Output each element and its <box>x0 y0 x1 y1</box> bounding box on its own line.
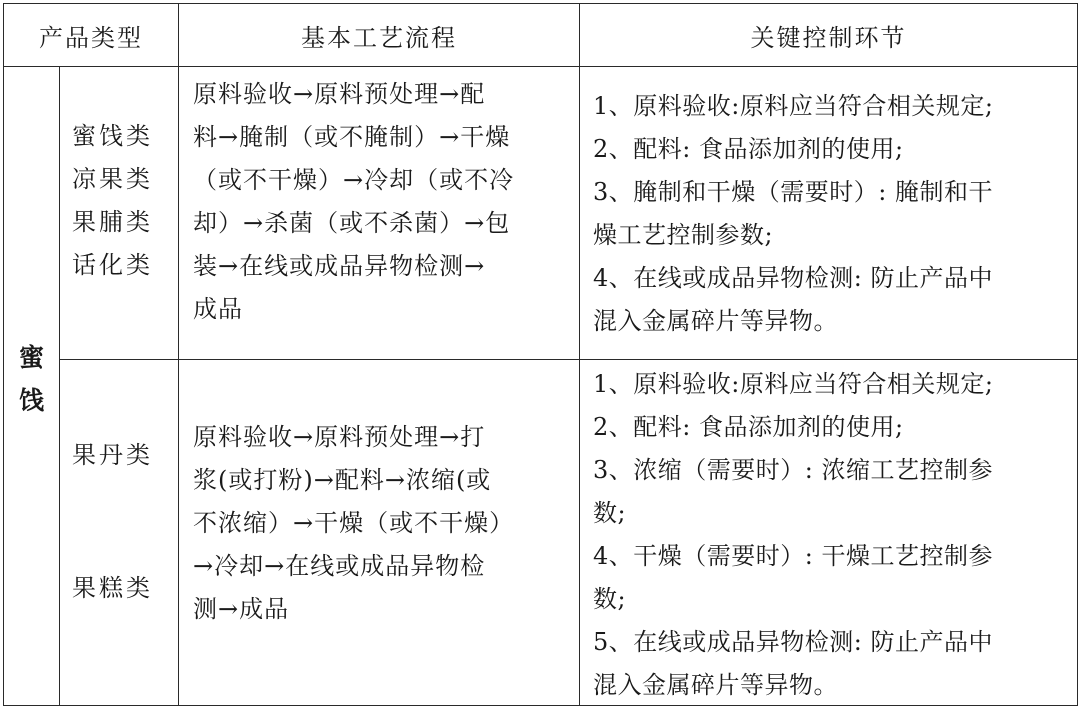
row2-type-2 <box>72 567 153 610</box>
process-line: 浆(或打粉)→配料→浓缩(或 <box>193 466 492 494</box>
control-line: 燥工艺控制参数; <box>593 221 774 249</box>
type-item: 蜜饯类 <box>72 122 153 150</box>
control-line: 3、腌制和干燥（需要时）: 腌制和干 <box>593 178 993 206</box>
process-column-divider <box>579 3 580 706</box>
row-divider <box>60 359 1077 360</box>
process-line: →冷却→在线或成品异物检 <box>193 552 486 580</box>
control-line: 混入金属碎片等异物。 <box>593 307 838 335</box>
control-line: 4、干燥（需要时）: 干燥工艺控制参 <box>593 542 993 570</box>
control-line: 1、原料验收:原料应当符合相关规定; <box>593 92 994 120</box>
table-right-border <box>1077 3 1078 706</box>
control-line: 数; <box>593 585 627 613</box>
row2-type-1 <box>72 434 153 477</box>
control-line: 2、配料: 食品添加剂的使用; <box>593 413 904 441</box>
process-line: 原料验收→原料预处理→配 <box>193 80 486 108</box>
type-item: 果丹类 <box>72 441 153 469</box>
row2-key-control <box>593 363 993 707</box>
type-item: 话化类 <box>72 251 153 279</box>
header-process-flow: 基本工艺流程 <box>301 23 457 52</box>
process-line: 却）→杀菌（或不杀菌）→包 <box>193 209 511 237</box>
process-line: 成品 <box>193 295 243 323</box>
row2-process-flow <box>193 416 514 631</box>
type-item: 果脯类 <box>72 208 153 236</box>
control-line: 4、在线或成品异物检测: 防止产品中 <box>593 264 993 292</box>
type-item: 果糕类 <box>72 574 153 602</box>
row1-key-control <box>593 85 993 343</box>
type-column-divider <box>178 3 179 706</box>
header-product-type: 产品类型 <box>39 23 143 52</box>
row1-types <box>72 115 153 287</box>
control-line: 3、浓缩（需要时）: 浓缩工艺控制参 <box>593 456 993 484</box>
process-line: 不浓缩）→干燥（或不干燥） <box>193 509 515 537</box>
control-line: 2、配料: 食品添加剂的使用; <box>593 135 904 163</box>
category-char-2: 饯 <box>18 386 44 415</box>
process-line: 原料验收→原料预处理→打 <box>193 423 486 451</box>
control-line: 5、在线或成品异物检测: 防止产品中 <box>593 628 993 656</box>
category-divider <box>59 66 60 706</box>
control-line: 1、原料验收:原料应当符合相关规定; <box>593 370 994 398</box>
process-line: 测→成品 <box>193 595 290 623</box>
process-line: 装→在线或成品异物检测→ <box>193 252 486 280</box>
type-item: 凉果类 <box>72 165 153 193</box>
header-key-control: 关键控制环节 <box>750 23 907 52</box>
process-line: 料→腌制（或不腌制）→干燥 <box>193 123 511 151</box>
row1-process-flow <box>193 73 514 331</box>
control-line: 数; <box>593 499 627 527</box>
control-line: 混入金属碎片等异物。 <box>593 671 838 699</box>
header-bottom-border <box>3 66 1077 67</box>
category-cell <box>4 336 59 422</box>
process-line: （或不干燥）→冷却（或不冷 <box>193 166 515 194</box>
category-char-1: 蜜 <box>18 343 44 372</box>
